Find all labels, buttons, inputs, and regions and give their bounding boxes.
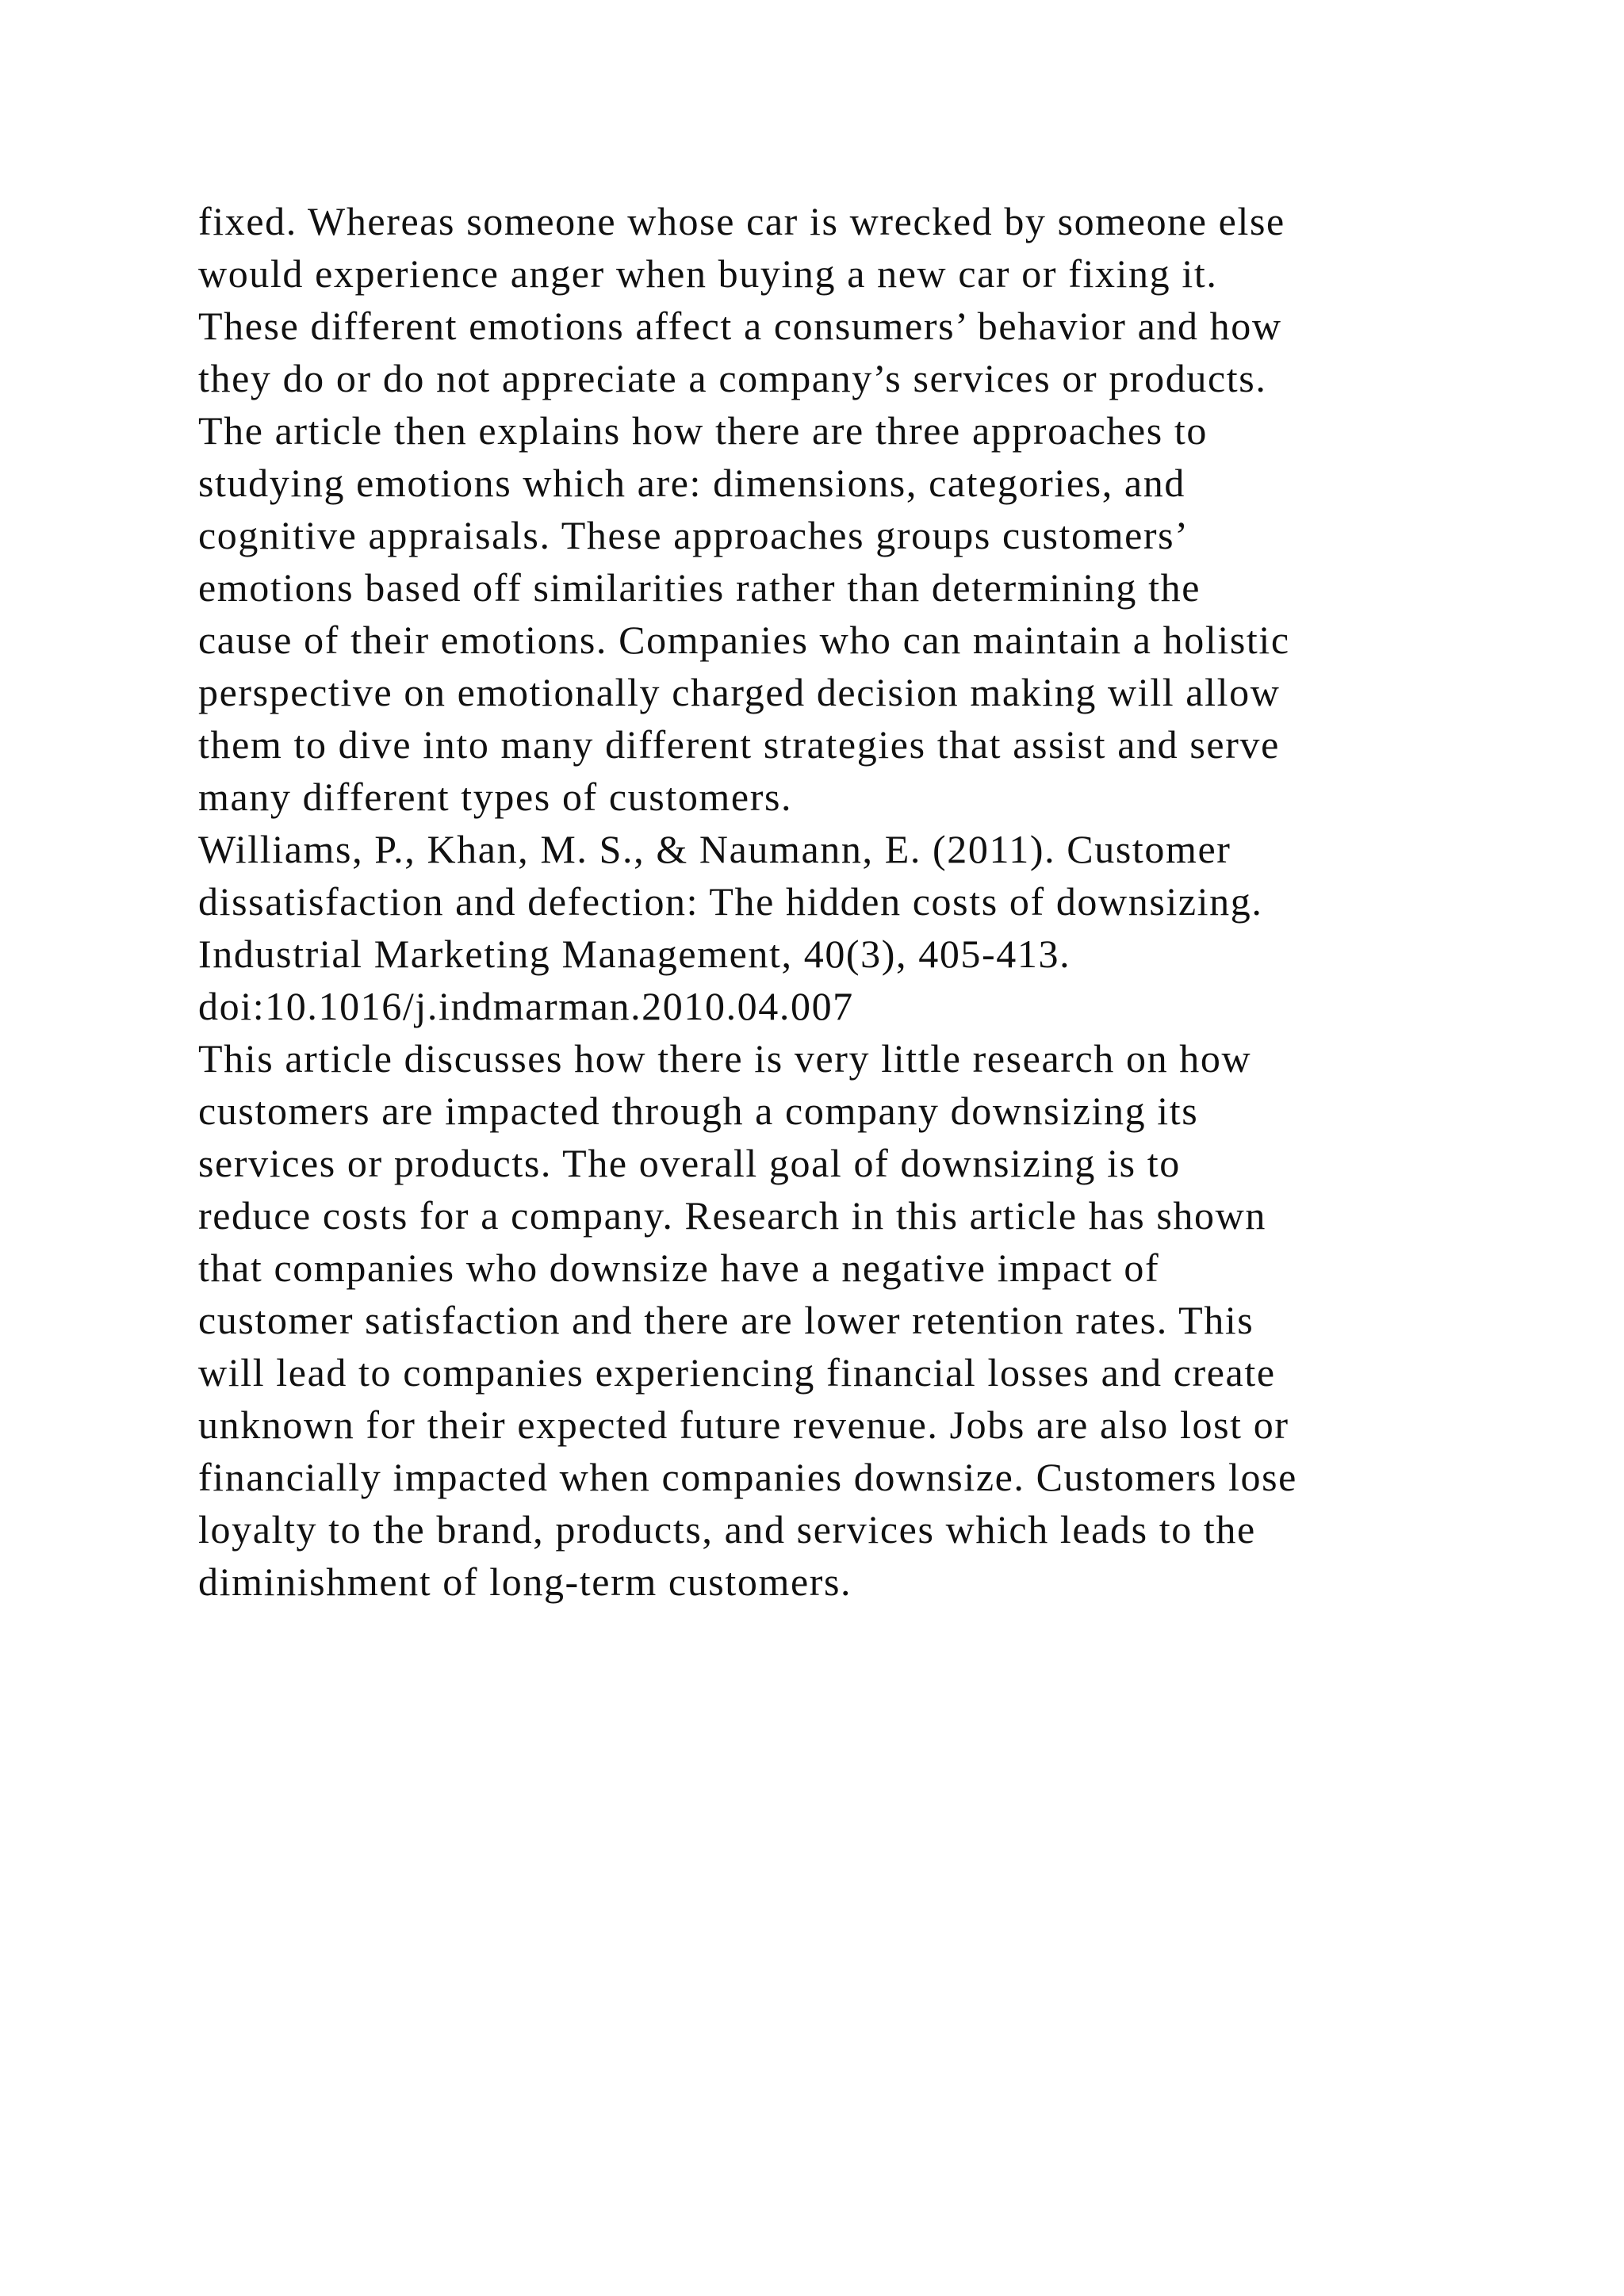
text-line: diminishment of long-term customers. [198, 1559, 852, 1604]
text-line: customers are impacted through a company downsizing its [198, 1089, 1199, 1133]
text-line: studying emotions which are: dimensions, categories, and [198, 461, 1185, 505]
text-line: loyalty to the brand, products, and services which leads to the [198, 1507, 1256, 1552]
text-line: cause of their emotions. Companies who can maintain a holistic [198, 618, 1290, 662]
text-line: cognitive appraisals. These approaches groups customers’ [198, 513, 1189, 557]
text-line: This article discusses how there is very little research on how [198, 1036, 1252, 1081]
text-line: These different emotions affect a consumers’ behavior and how [198, 304, 1282, 348]
reference-line: Industrial Marketing Management, 40(3), 405-413. [198, 932, 1071, 976]
text-line: unknown for their expected future revenue. Jobs are also lost or [198, 1402, 1289, 1447]
text-line: fixed. Whereas someone whose car is wrecked by someone else [198, 199, 1285, 243]
text-line: emotions based off similarities rather than determining the [198, 565, 1201, 610]
text-line: customer satisfaction and there are lower retention rates. This [198, 1298, 1254, 1342]
text-line: financially impacted when companies downsize. Customers lose [198, 1455, 1297, 1499]
text-line: The article then explains how there are three approaches to [198, 408, 1208, 453]
text-line: will lead to companies experiencing financial losses and create [198, 1350, 1276, 1395]
text-line: services or products. The overall goal of downsizing is to [198, 1141, 1181, 1185]
text-line: them to dive into many different strategies that assist and serve [198, 722, 1280, 767]
text-line: reduce costs for a company. Research in this article has shown [198, 1193, 1266, 1238]
reference-line: doi:10.1016/j.indmarman.2010.04.007 [198, 984, 854, 1028]
reference-line: Williams, P., Khan, M. S., & Naumann, E. (2011). Customer [198, 827, 1231, 871]
text-line: many different types of customers. [198, 775, 793, 819]
document-body [198, 195, 1499, 1608]
text-line: that companies who downsize have a negative impact of [198, 1246, 1160, 1290]
text-line: would experience anger when buying a new car or fixing it. [198, 251, 1218, 296]
reference-line: dissatisfaction and defection: The hidden costs of downsizing. [198, 879, 1263, 924]
text-line: they do or do not appreciate a company’s services or products. [198, 356, 1267, 400]
text-line: perspective on emotionally charged decision making will allow [198, 670, 1281, 714]
